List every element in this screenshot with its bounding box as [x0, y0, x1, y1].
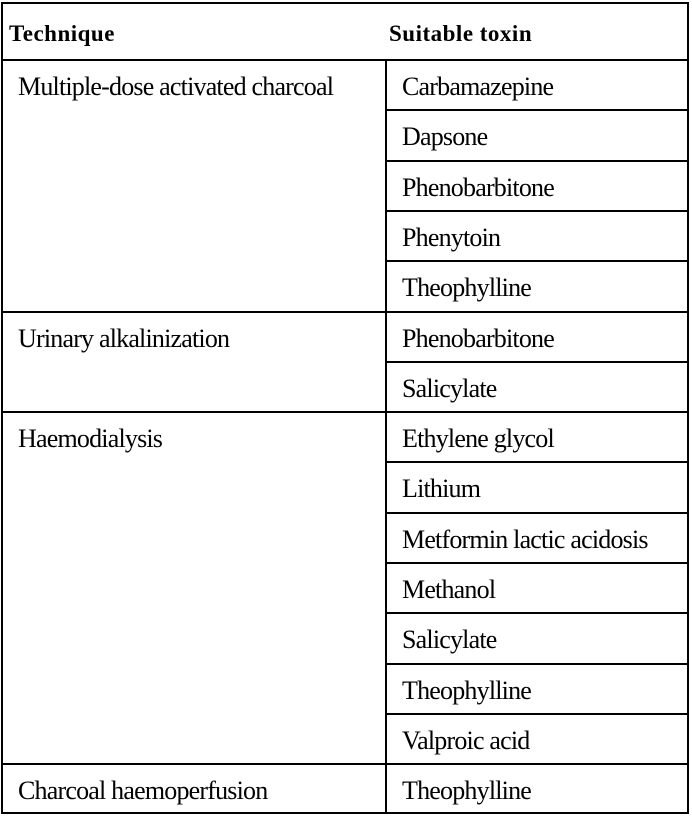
- toxin-cell: Lithium: [402, 474, 481, 504]
- toxin-cell: Phenobarbitone: [402, 172, 554, 202]
- toxin-cell: Carbamazepine: [402, 72, 554, 101]
- toxin-row: [387, 463, 687, 513]
- toxin-cell: Theophylline: [402, 776, 532, 806]
- header-suitable-toxin: Suitable toxin: [389, 21, 533, 46]
- toxin-row: [387, 514, 687, 564]
- toxin-list: [385, 413, 687, 763]
- toxin-cell: Valproic acid: [402, 725, 530, 755]
- technique-cell: Urinary alkalinization: [18, 323, 230, 353]
- group-multiple-dose-activated-charcoal: [3, 61, 687, 313]
- toxin-cell: Dapsone: [402, 122, 488, 152]
- toxin-list: [385, 61, 687, 311]
- toxin-cell: Methanol: [402, 574, 496, 604]
- toxin-row: [387, 614, 687, 664]
- toxin-row: [387, 162, 687, 212]
- technique-cell: Multiple-dose activated charcoal: [18, 72, 334, 101]
- toxin-elimination-table: [1, 2, 689, 814]
- group-charcoal-haemoperfusion: [3, 765, 687, 812]
- group-haemodialysis: [3, 413, 687, 765]
- toxin-row: [387, 665, 687, 715]
- toxin-row: [387, 212, 687, 262]
- toxin-row: [387, 61, 687, 111]
- toxin-cell: Theophylline: [402, 675, 532, 705]
- technique-cell: Charcoal haemoperfusion: [18, 776, 268, 806]
- toxin-row: [387, 765, 687, 815]
- toxin-row: [387, 363, 687, 413]
- toxin-cell: Salicylate: [402, 373, 497, 403]
- group-urinary-alkalinization: [3, 313, 687, 414]
- toxin-cell: Phenytoin: [402, 222, 501, 252]
- toxin-cell: Theophylline: [402, 273, 532, 303]
- toxin-cell: Salicylate: [402, 625, 497, 655]
- toxin-row: [387, 111, 687, 161]
- toxin-row: [387, 262, 687, 312]
- toxin-cell: Phenobarbitone: [402, 323, 554, 353]
- toxin-row: [387, 564, 687, 614]
- toxin-cell: Ethylene glycol: [402, 424, 554, 454]
- toxin-row: [387, 715, 687, 765]
- table-header-row: [3, 4, 687, 61]
- toxin-list: [385, 313, 687, 412]
- technique-cell: Haemodialysis: [18, 424, 163, 454]
- header-technique: Technique: [9, 21, 115, 46]
- toxin-cell: Metformin lactic acidosis: [402, 524, 648, 554]
- toxin-list: [385, 765, 687, 812]
- toxin-row: [387, 313, 687, 363]
- toxin-row: [387, 413, 687, 463]
